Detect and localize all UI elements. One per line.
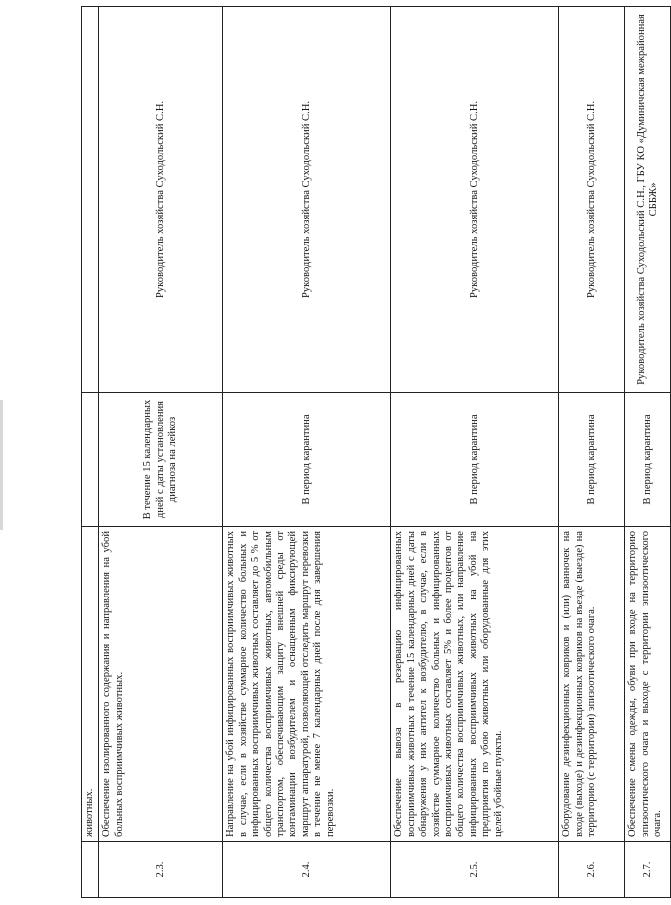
- action-text: Обеспечение изолированного содержания и направления на убой больных восприимчивых животных.: [99, 527, 223, 842]
- row-number: 2.6.: [559, 842, 625, 898]
- measures-table: [81, 6, 671, 898]
- responsible-text: Руководитель хозяйства Суходольский С.Н.: [99, 7, 223, 393]
- term-text: В период карантина: [625, 393, 671, 527]
- table-row: [223, 7, 391, 898]
- row-number: 2.5.: [391, 842, 559, 898]
- term-text: В период карантина: [391, 393, 559, 527]
- table-row: [99, 7, 223, 898]
- responsible-text: Руководитель хозяйства Суходольский С.Н., ГБУ КО «Думиничская межрайонная СББЖ»: [625, 7, 671, 393]
- action-text: животных.: [82, 527, 99, 842]
- row-number: 2.3.: [99, 842, 223, 898]
- row-number: 2.4.: [223, 842, 391, 898]
- term-text: [82, 393, 99, 527]
- responsible-text: Руководитель хозяйства Суходольский С.Н.: [559, 7, 625, 393]
- term-text: В период карантина: [559, 393, 625, 527]
- responsible-text: Руководитель хозяйства Суходольский С.Н.: [391, 7, 559, 393]
- row-number: [82, 842, 99, 898]
- table-row: [391, 7, 559, 898]
- action-text: Обеспечение вывоза в резервацию инфицированных восприимчивых животных в течение 15 календарных дней с даты обнаружения у них антител к возбудителю, в случае, если в хозяйстве суммарное количество больных и инфицированных восприимчивых животных составляет 5% и более процентов от общего количества восприимчивых животных, или направление инфицированных восприимчивых животных на убой на предприятия по убою животных или оборудованные для этих целей убойные пункты.: [391, 527, 559, 842]
- action-text: Направление на убой инфицированных восприимчивых животных в случае, если в хозяйстве суммарное количество больных и инфицированных восприимчивых животных составляет до 5 % от общего количества восприимчивых животных, автомобильным транспортом, обеспечивающим защиту внешней среды от контаминации возбудителем и оснащенным фиксирующей маршрут аппаратурой, позволяющей отследить маршрут перевозки в течение не менее 7 календарных дней после дня завершения перевозки.: [223, 527, 391, 842]
- table-row: [82, 7, 99, 898]
- row-number: 2.7.: [625, 842, 671, 898]
- term-text: В течение 15 календарных дней с даты установления диагноза на лейкоз: [99, 393, 223, 527]
- table-row: [559, 7, 625, 898]
- action-text: Обеспечение смены одежды, обуви при входе на территорию эпизоотического очага и выходе с территории эпизоотического очага.: [625, 527, 671, 842]
- responsible-text: Руководитель хозяйства Суходольский С.Н.: [223, 7, 391, 393]
- table-row: [625, 7, 671, 898]
- action-text: Оборудование дезинфекционных ковриков и (или) ванночек на входе (выходе) и дезинфекционных ковриков на въезде (выезде) на территорию (с территории) эпизоотического очага.: [559, 527, 625, 842]
- term-text: В период карантина: [223, 393, 391, 527]
- responsible-text: [82, 7, 99, 393]
